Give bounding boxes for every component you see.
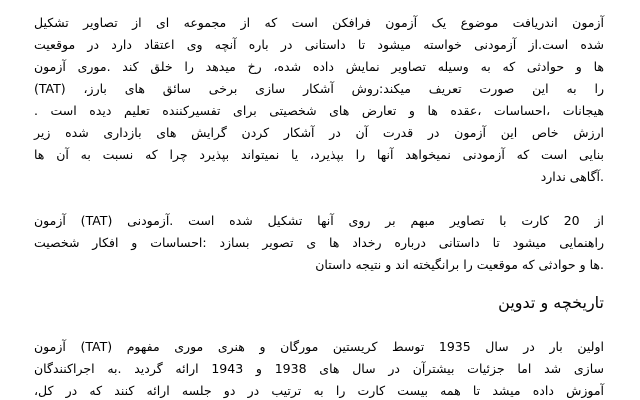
paragraph-3-line-3: آموزش داده میشد تا همه بیست کارت را به ترتیب در دو جلسه ارائه کنند که در کل، [34,383,604,398]
paragraph-3-line-2: سازی شد اما جزئیات بیشترآن در سال های 1938 و 1943 ارائه گردید .به اجراکنندگان [34,361,604,376]
paragraph-3-line-1: اولین بار در سال 1935 توسط کریستین مورگان و هنری موری مفهوم (TAT) آزمون [34,339,604,354]
paragraph-1-line-4: را به این صورت تعریف میکند:روش آشکار سازی برخی سائق های بارز، (TAT) [34,81,604,96]
paragraph-1-line-7: بنایی است که آزمودنی نمیخواهد آنها را بپذیرد، یا نمیتواند بپذیرد چرا که نسبت به آن ها [34,147,604,162]
paragraph-1-line-1: آزمون اندریافت موضوع یک آزمون فرافکن است که از مجموعه ای از تصاویر تشکیل [34,15,604,30]
section-heading: تاریخچه و تدوین [498,293,604,312]
paragraph-1-line-5: هیجانات ،احساسات ،عقده ها و تعارض های شخصیتی برای تفسیرکننده تعلیم دیده است . [34,103,604,118]
paragraph-1-line-6: ارزش خاص این آزمون در قدرت آن در آشکار کردن گرایش های بازداری شده زیر [34,125,604,140]
paragraph-2-line-2: راهنمایی میشود تا داستانی درباره رخداد ها ی تصویر بسازد :احساسات و افکار شخصیت [34,235,604,250]
paragraph-2-line-1: از 20 کارت با تصاویر مبهم بر روی آنها تشکیل شده است .آزمودنی (TAT) آزمون [34,213,604,228]
paragraph-1-line-2: شده است.از آزمودنی خواسته میشود تا داستانی در باره آنچه وی اعتقاد دارد در موقعیت [34,37,604,52]
paragraph-1-line-8: .آگاهی ندارد [540,169,604,184]
paragraph-1-line-3: ها و حوادثی که به وسیله تصاویر نمایش داده شده، رخ میدهد را خلق کند .موری آزمون [34,59,604,74]
paragraph-2-line-3: .ها و حوادثی که موقعیت را برانگیخته اند و نتیجه داستان [315,257,604,272]
